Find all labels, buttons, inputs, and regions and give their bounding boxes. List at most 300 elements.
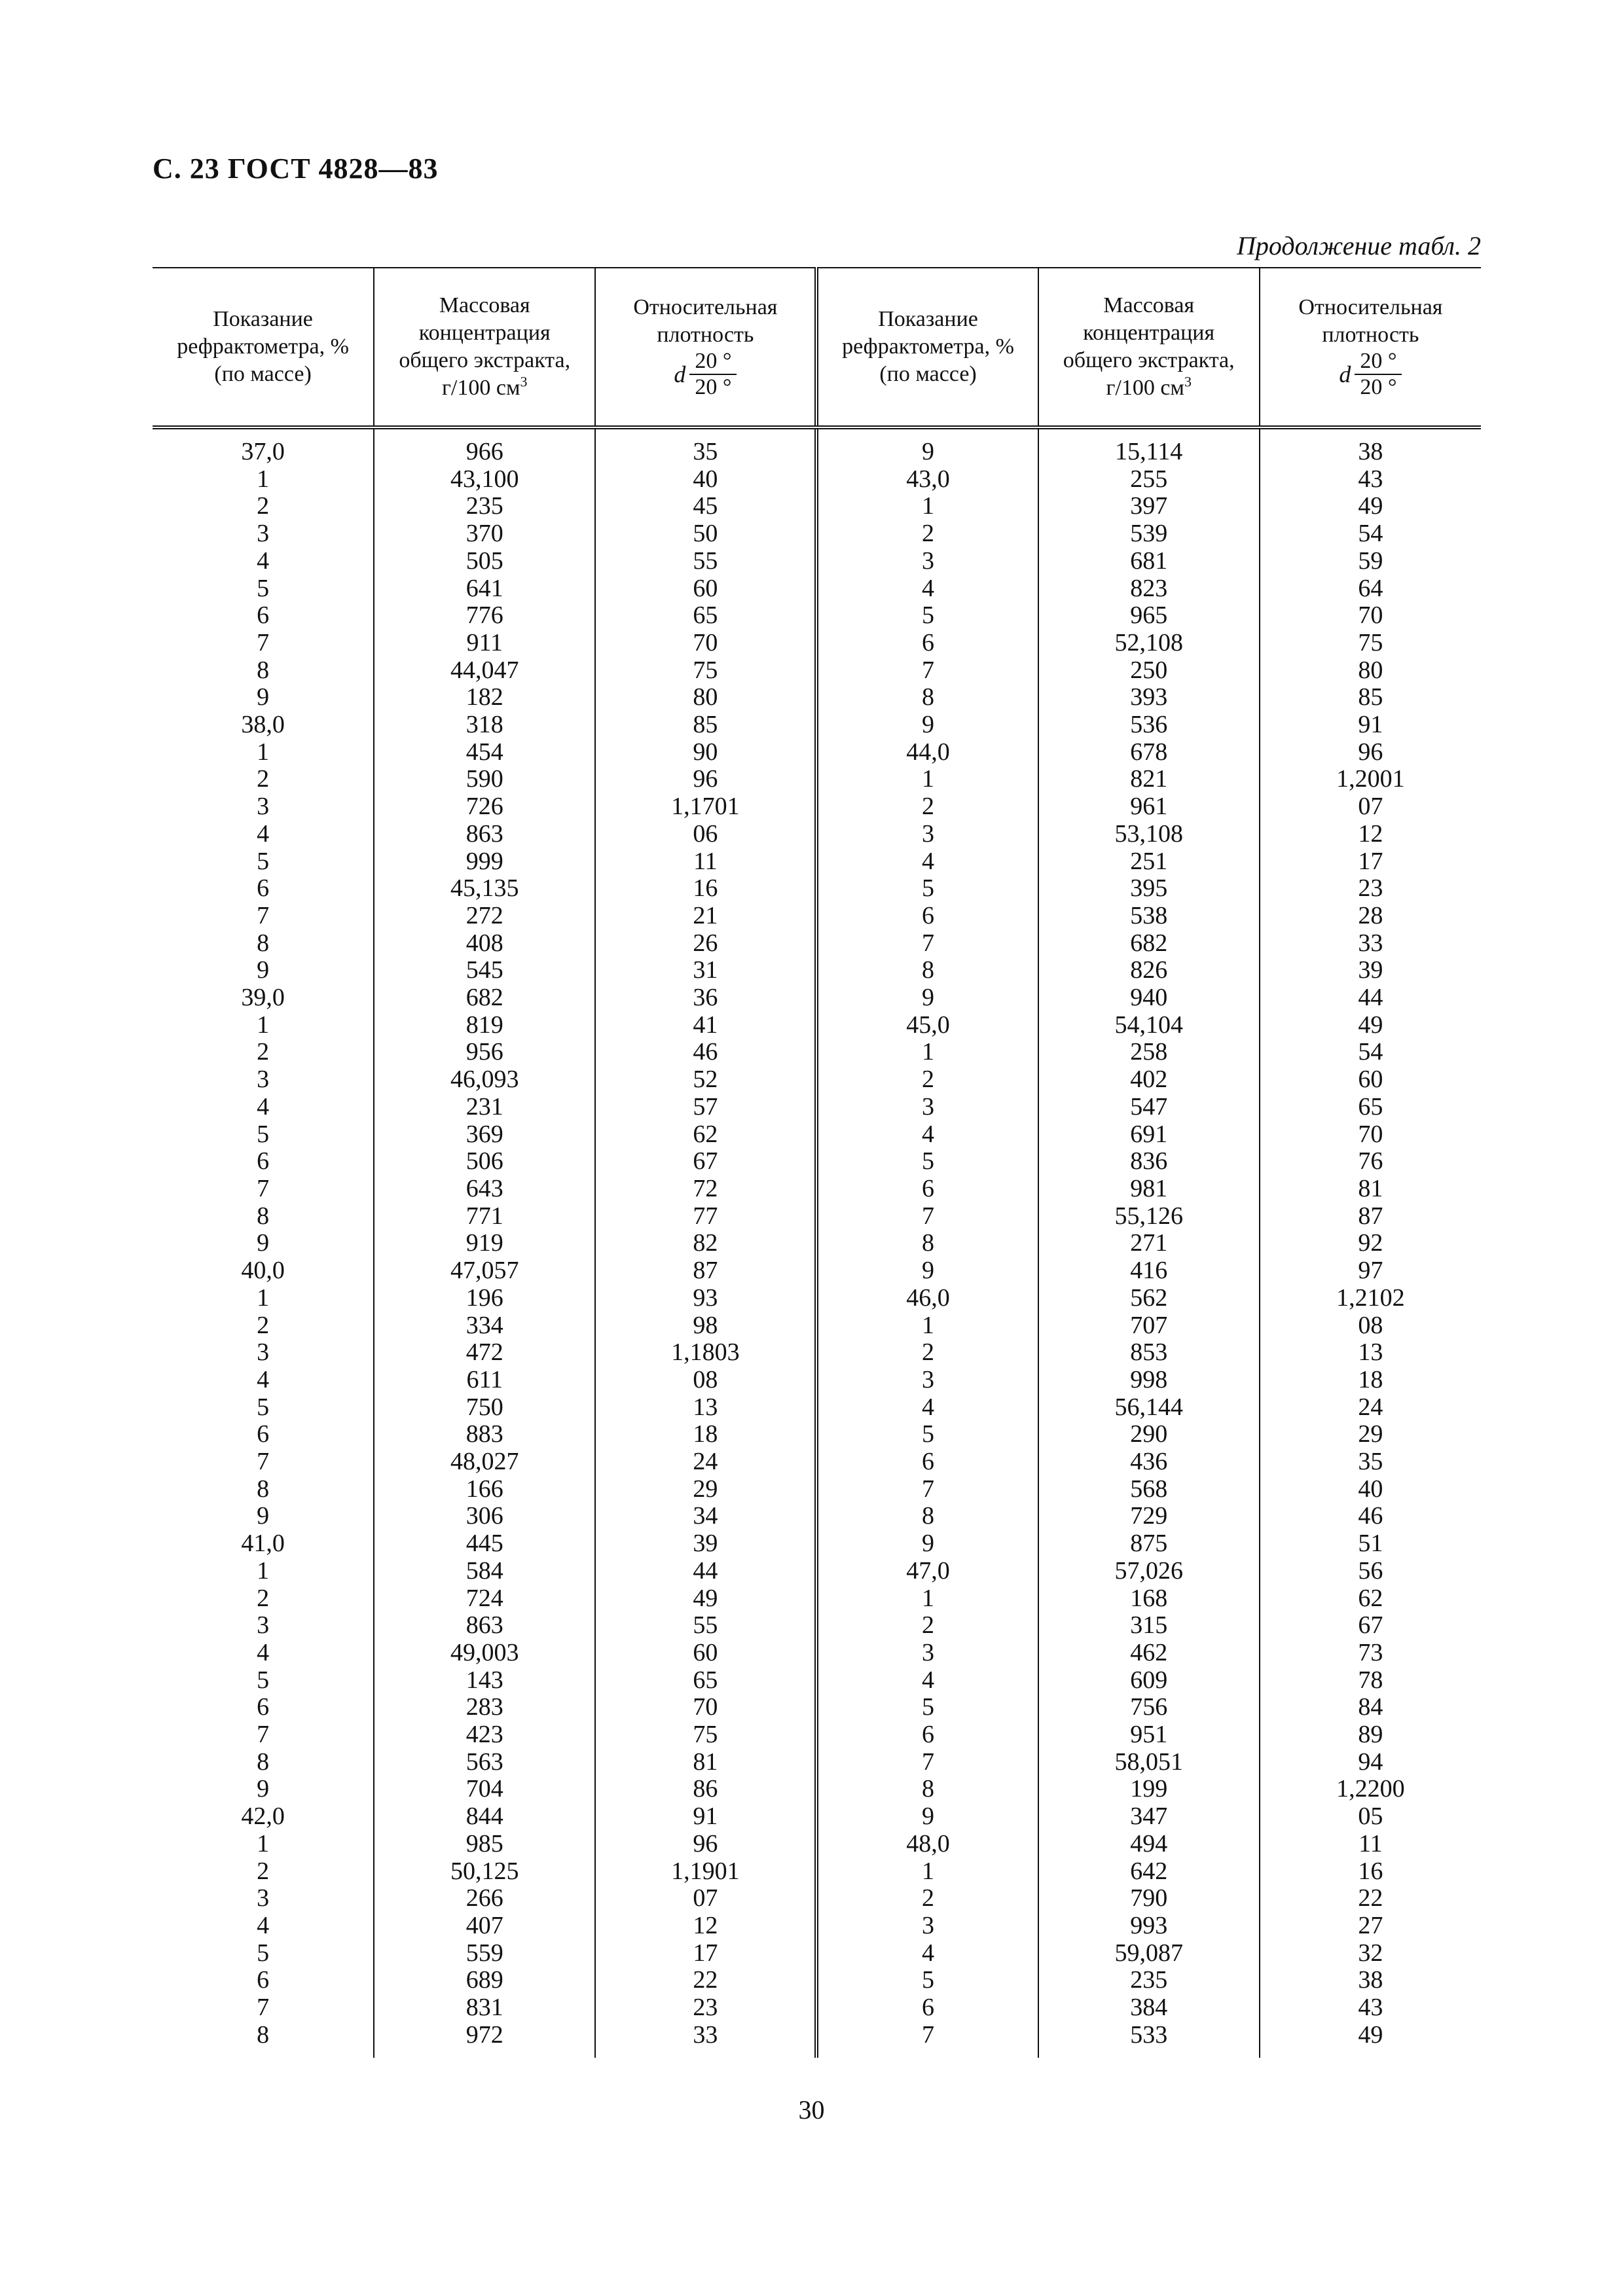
left-conc-cell: 704 bbox=[374, 1776, 595, 1803]
table-row bbox=[153, 1230, 1481, 1257]
left-dens-cell: 17 bbox=[595, 1940, 816, 1967]
left-dens-cell: 11 bbox=[595, 848, 816, 876]
left-conc-cell: 919 bbox=[374, 1230, 595, 1257]
left-conc-cell: 408 bbox=[374, 930, 595, 958]
header-line: общего экстракта, bbox=[1063, 348, 1235, 372]
right-refr-cell: 1 bbox=[816, 1585, 1038, 1613]
right-dens-cell: 49 bbox=[1260, 1012, 1481, 1039]
right-dens-cell: 75 bbox=[1260, 630, 1481, 657]
page-number: 30 bbox=[798, 2095, 825, 2125]
left-dens-cell: 26 bbox=[595, 930, 816, 958]
table-header-row bbox=[153, 268, 1481, 427]
left-conc-cell: 283 bbox=[374, 1694, 595, 1721]
left-refr-cell: 4 bbox=[257, 1911, 270, 1939]
right-conc-cell: 951 bbox=[1038, 1721, 1260, 1749]
left-conc-cell: 266 bbox=[374, 1885, 595, 1912]
right-dens-cell: 62 bbox=[1260, 1585, 1481, 1613]
left-refr-cell: 1 bbox=[257, 465, 270, 493]
table-row bbox=[153, 1066, 1481, 1094]
right-dens-cell: 38 bbox=[1260, 427, 1481, 466]
right-conc-cell: 255 bbox=[1038, 466, 1260, 493]
left-refr-cell: 2 bbox=[257, 1038, 270, 1066]
left-refr-cell: 6 bbox=[257, 874, 270, 903]
left-refr-cell: 3 bbox=[257, 1338, 270, 1367]
left-refr-cell: 2 bbox=[257, 1857, 270, 1885]
left-dens-cell: 60 bbox=[595, 575, 816, 603]
table-row bbox=[153, 1394, 1481, 1422]
left-refr-cell: 2 bbox=[257, 492, 270, 520]
right-conc-cell: 54,104 bbox=[1038, 1012, 1260, 1039]
left-refr-cell: 40,0 bbox=[241, 1257, 285, 1285]
left-conc-cell: 43,100 bbox=[374, 466, 595, 493]
right-dens-cell: 51 bbox=[1260, 1530, 1481, 1558]
right-conc-cell: 642 bbox=[1038, 1858, 1260, 1886]
right-dens-cell: 91 bbox=[1260, 711, 1481, 739]
right-conc-cell: 998 bbox=[1038, 1367, 1260, 1394]
table-row bbox=[153, 1694, 1481, 1721]
left-refr-cell: 39,0 bbox=[241, 984, 285, 1012]
right-dens-cell: 44 bbox=[1260, 984, 1481, 1012]
right-conc-cell: 547 bbox=[1038, 1094, 1260, 1121]
left-conc-cell: 44,047 bbox=[374, 657, 595, 685]
right-conc-cell: 251 bbox=[1038, 848, 1260, 876]
right-dens-cell: 1,2200 bbox=[1260, 1776, 1481, 1803]
left-refr-cell: 2 bbox=[257, 765, 270, 793]
right-dens-cell: 18 bbox=[1260, 1367, 1481, 1394]
left-refr-cell: 42,0 bbox=[241, 1803, 285, 1831]
left-dens-cell: 60 bbox=[595, 1640, 816, 1667]
right-refr-cell: 48,0 bbox=[816, 1831, 1038, 1858]
left-conc-cell: 584 bbox=[374, 1558, 595, 1585]
right-refr-cell: 6 bbox=[816, 1448, 1038, 1476]
right-dens-cell: 84 bbox=[1260, 1694, 1481, 1721]
right-refr-cell: 3 bbox=[816, 1640, 1038, 1667]
left-refr-cell: 8 bbox=[257, 929, 270, 957]
left-conc-cell: 966 bbox=[374, 427, 595, 466]
left-dens-cell: 12 bbox=[595, 1912, 816, 1940]
right-dens-cell: 56 bbox=[1260, 1558, 1481, 1585]
left-dens-cell: 80 bbox=[595, 684, 816, 711]
left-dens-cell: 33 bbox=[595, 2022, 816, 2058]
right-conc-cell: 538 bbox=[1038, 903, 1260, 930]
left-conc-cell: 682 bbox=[374, 984, 595, 1012]
left-conc-cell: 369 bbox=[374, 1121, 595, 1149]
header-line: Относительная bbox=[1298, 295, 1443, 319]
table-row bbox=[153, 630, 1481, 657]
right-conc-cell: 539 bbox=[1038, 520, 1260, 548]
right-dens-cell: 17 bbox=[1260, 848, 1481, 876]
left-conc-cell: 505 bbox=[374, 548, 595, 575]
left-refr-cell: 7 bbox=[257, 1994, 270, 2022]
header-concentration-left bbox=[374, 268, 595, 427]
left-refr-cell: 3 bbox=[257, 520, 270, 548]
right-dens-cell: 07 bbox=[1260, 793, 1481, 821]
right-conc-cell: 494 bbox=[1038, 1831, 1260, 1858]
left-conc-cell: 831 bbox=[374, 1994, 595, 2022]
right-conc-cell: 347 bbox=[1038, 1803, 1260, 1831]
left-refr-cell: 4 bbox=[257, 1365, 270, 1393]
left-conc-cell: 370 bbox=[374, 520, 595, 548]
left-refr-cell: 6 bbox=[257, 601, 270, 630]
page-header: С. 23 ГОСТ 4828—83 bbox=[153, 152, 439, 185]
table-row bbox=[153, 1175, 1481, 1203]
right-conc-cell: 993 bbox=[1038, 1912, 1260, 1940]
unit-superscript: 3 bbox=[520, 373, 528, 390]
right-conc-cell: 395 bbox=[1038, 875, 1260, 903]
left-dens-cell: 41 bbox=[595, 1012, 816, 1039]
right-refr-cell: 9 bbox=[816, 1530, 1038, 1558]
header-concentration-right bbox=[1038, 268, 1260, 427]
left-conc-cell: 611 bbox=[374, 1367, 595, 1394]
header-refractometer-right bbox=[816, 268, 1038, 427]
density-fraction bbox=[674, 349, 737, 400]
fraction-denominator: 20 ° bbox=[1360, 375, 1397, 399]
left-refr-cell: 9 bbox=[257, 1775, 270, 1803]
left-conc-cell: 559 bbox=[374, 1940, 595, 1967]
left-refr-cell: 6 bbox=[257, 1693, 270, 1721]
left-dens-cell: 72 bbox=[595, 1175, 816, 1203]
left-conc-cell: 166 bbox=[374, 1476, 595, 1503]
right-dens-cell: 08 bbox=[1260, 1312, 1481, 1340]
left-dens-cell: 29 bbox=[595, 1476, 816, 1503]
right-dens-cell: 64 bbox=[1260, 575, 1481, 603]
right-refr-cell: 2 bbox=[816, 1612, 1038, 1640]
left-refr-cell: 5 bbox=[257, 1120, 270, 1148]
right-refr-cell: 46,0 bbox=[816, 1285, 1038, 1312]
left-conc-cell: 863 bbox=[374, 1612, 595, 1640]
table-row bbox=[153, 493, 1481, 520]
left-dens-cell: 81 bbox=[595, 1749, 816, 1776]
left-conc-cell: 771 bbox=[374, 1203, 595, 1230]
table-row bbox=[153, 575, 1481, 603]
table-row bbox=[153, 1585, 1481, 1613]
refractometer-table bbox=[153, 267, 1481, 2058]
fraction-numerator: 20 ° bbox=[1355, 349, 1402, 375]
header-line: общего экстракта, bbox=[399, 348, 571, 372]
left-dens-cell: 52 bbox=[595, 1066, 816, 1094]
left-refr-cell: 2 bbox=[257, 1584, 270, 1612]
header-line: рефрактометра, % bbox=[177, 334, 349, 359]
right-refr-cell: 9 bbox=[816, 1257, 1038, 1285]
data-table bbox=[153, 267, 1481, 2058]
left-refr-cell: 4 bbox=[257, 1638, 270, 1666]
left-conc-cell: 50,125 bbox=[374, 1858, 595, 1886]
table-row bbox=[153, 1940, 1481, 1967]
right-conc-cell: 52,108 bbox=[1038, 630, 1260, 657]
left-refr-cell: 9 bbox=[257, 1229, 270, 1257]
left-conc-cell: 49,003 bbox=[374, 1640, 595, 1667]
left-conc-cell: 999 bbox=[374, 848, 595, 876]
unit-text: г/100 см bbox=[1106, 376, 1184, 400]
right-conc-cell: 58,051 bbox=[1038, 1749, 1260, 1776]
left-conc-cell: 334 bbox=[374, 1312, 595, 1340]
header-line: Относительная bbox=[633, 295, 778, 319]
right-refr-cell: 2 bbox=[816, 1066, 1038, 1094]
right-refr-cell: 47,0 bbox=[816, 1558, 1038, 1585]
header-line: (по массе) bbox=[214, 362, 312, 386]
left-conc-cell: 423 bbox=[374, 1721, 595, 1749]
left-dens-cell: 86 bbox=[595, 1776, 816, 1803]
left-conc-cell: 726 bbox=[374, 793, 595, 821]
left-dens-cell: 31 bbox=[595, 957, 816, 984]
right-dens-cell: 29 bbox=[1260, 1421, 1481, 1448]
header-refractometer-left bbox=[153, 268, 374, 427]
left-refr-cell: 5 bbox=[257, 847, 270, 875]
right-conc-cell: 57,026 bbox=[1038, 1558, 1260, 1585]
right-conc-cell: 436 bbox=[1038, 1448, 1260, 1476]
right-conc-cell: 682 bbox=[1038, 930, 1260, 958]
left-dens-cell: 39 bbox=[595, 1530, 816, 1558]
table-row bbox=[153, 1039, 1481, 1066]
unit-superscript: 3 bbox=[1184, 373, 1192, 390]
left-refr-cell: 8 bbox=[257, 656, 270, 684]
right-conc-cell: 235 bbox=[1038, 1967, 1260, 1994]
right-dens-cell: 85 bbox=[1260, 684, 1481, 711]
right-dens-cell: 81 bbox=[1260, 1175, 1481, 1203]
right-dens-cell: 27 bbox=[1260, 1912, 1481, 1940]
left-refr-cell: 8 bbox=[257, 1748, 270, 1776]
table-row bbox=[153, 766, 1481, 793]
left-refr-cell: 6 bbox=[257, 1420, 270, 1448]
right-dens-cell: 24 bbox=[1260, 1394, 1481, 1422]
right-refr-cell: 5 bbox=[816, 1421, 1038, 1448]
table-row bbox=[153, 520, 1481, 548]
right-conc-cell: 55,126 bbox=[1038, 1203, 1260, 1230]
left-refr-cell: 9 bbox=[257, 956, 270, 984]
left-conc-cell: 445 bbox=[374, 1530, 595, 1558]
right-conc-cell: 678 bbox=[1038, 739, 1260, 766]
left-conc-cell: 750 bbox=[374, 1394, 595, 1422]
right-dens-cell: 76 bbox=[1260, 1148, 1481, 1175]
table-row bbox=[153, 821, 1481, 848]
left-conc-cell: 643 bbox=[374, 1175, 595, 1203]
left-dens-cell: 1,1701 bbox=[595, 793, 816, 821]
right-dens-cell: 73 bbox=[1260, 1640, 1481, 1667]
header-line: рефрактометра, % bbox=[842, 334, 1014, 359]
table-row bbox=[153, 1339, 1481, 1367]
right-dens-cell: 49 bbox=[1260, 2022, 1481, 2058]
left-refr-cell: 5 bbox=[257, 574, 270, 602]
left-refr-cell: 1 bbox=[257, 738, 270, 766]
left-conc-cell: 231 bbox=[374, 1094, 595, 1121]
left-refr-cell: 4 bbox=[257, 819, 270, 848]
right-refr-cell: 1 bbox=[816, 1858, 1038, 1886]
left-conc-cell: 47,057 bbox=[374, 1257, 595, 1285]
right-refr-cell: 1 bbox=[816, 766, 1038, 793]
left-conc-cell: 454 bbox=[374, 739, 595, 766]
left-conc-cell: 724 bbox=[374, 1585, 595, 1613]
table-row bbox=[153, 903, 1481, 930]
right-refr-cell: 3 bbox=[816, 1912, 1038, 1940]
table-row bbox=[153, 1121, 1481, 1149]
left-conc-cell: 46,093 bbox=[374, 1066, 595, 1094]
left-dens-cell: 22 bbox=[595, 1967, 816, 1994]
table-row bbox=[153, 793, 1481, 821]
right-conc-cell: 836 bbox=[1038, 1148, 1260, 1175]
left-dens-cell: 62 bbox=[595, 1121, 816, 1149]
header-line bbox=[378, 374, 591, 402]
left-conc-cell: 883 bbox=[374, 1421, 595, 1448]
left-conc-cell: 545 bbox=[374, 957, 595, 984]
right-refr-cell: 4 bbox=[816, 1667, 1038, 1695]
right-refr-cell: 3 bbox=[816, 548, 1038, 575]
right-refr-cell: 2 bbox=[816, 1339, 1038, 1367]
left-conc-cell: 689 bbox=[374, 1967, 595, 1994]
right-conc-cell: 271 bbox=[1038, 1230, 1260, 1257]
left-refr-cell: 41,0 bbox=[241, 1530, 285, 1558]
right-refr-cell: 5 bbox=[816, 875, 1038, 903]
right-dens-cell: 67 bbox=[1260, 1612, 1481, 1640]
right-dens-cell: 87 bbox=[1260, 1203, 1481, 1230]
left-dens-cell: 16 bbox=[595, 875, 816, 903]
left-conc-cell: 641 bbox=[374, 575, 595, 603]
right-dens-cell: 94 bbox=[1260, 1749, 1481, 1776]
right-dens-cell: 96 bbox=[1260, 739, 1481, 766]
left-refr-cell: 5 bbox=[257, 1393, 270, 1421]
right-conc-cell: 821 bbox=[1038, 766, 1260, 793]
left-dens-cell: 70 bbox=[595, 1694, 816, 1721]
header-line: Массовая bbox=[439, 293, 530, 317]
right-conc-cell: 826 bbox=[1038, 957, 1260, 984]
left-refr-cell: 7 bbox=[257, 1448, 270, 1476]
right-refr-cell: 8 bbox=[816, 957, 1038, 984]
header-density-right bbox=[1260, 268, 1481, 427]
right-refr-cell: 6 bbox=[816, 1994, 1038, 2022]
table-row bbox=[153, 1858, 1481, 1886]
right-conc-cell: 790 bbox=[1038, 1885, 1260, 1912]
table-row bbox=[153, 1203, 1481, 1230]
left-conc-cell: 196 bbox=[374, 1285, 595, 1312]
right-refr-cell: 2 bbox=[816, 793, 1038, 821]
left-dens-cell: 18 bbox=[595, 1421, 816, 1448]
table-row bbox=[153, 1448, 1481, 1476]
right-dens-cell: 28 bbox=[1260, 903, 1481, 930]
table-row bbox=[153, 1257, 1481, 1285]
left-dens-cell: 67 bbox=[595, 1148, 816, 1175]
right-refr-cell: 8 bbox=[816, 1776, 1038, 1803]
right-refr-cell: 44,0 bbox=[816, 739, 1038, 766]
right-conc-cell: 258 bbox=[1038, 1039, 1260, 1066]
density-symbol: d bbox=[1339, 361, 1351, 387]
left-dens-cell: 75 bbox=[595, 657, 816, 685]
right-refr-cell: 5 bbox=[816, 1148, 1038, 1175]
right-conc-cell: 961 bbox=[1038, 793, 1260, 821]
right-refr-cell: 4 bbox=[816, 1940, 1038, 1967]
right-refr-cell: 7 bbox=[816, 1749, 1038, 1776]
left-dens-cell: 65 bbox=[595, 602, 816, 630]
right-dens-cell: 59 bbox=[1260, 548, 1481, 575]
left-refr-cell: 7 bbox=[257, 1174, 270, 1202]
right-refr-cell: 7 bbox=[816, 1203, 1038, 1230]
right-refr-cell: 43,0 bbox=[816, 466, 1038, 493]
table-row bbox=[153, 602, 1481, 630]
right-conc-cell: 199 bbox=[1038, 1776, 1260, 1803]
left-dens-cell: 35 bbox=[595, 427, 816, 466]
table-row bbox=[153, 1312, 1481, 1340]
right-dens-cell: 22 bbox=[1260, 1885, 1481, 1912]
right-refr-cell: 2 bbox=[816, 1885, 1038, 1912]
left-dens-cell: 49 bbox=[595, 1585, 816, 1613]
table-row bbox=[153, 875, 1481, 903]
left-refr-cell: 6 bbox=[257, 1966, 270, 1994]
unit-text: г/100 см bbox=[441, 376, 520, 400]
right-dens-cell: 1,2102 bbox=[1260, 1285, 1481, 1312]
right-dens-cell: 35 bbox=[1260, 1448, 1481, 1476]
left-dens-cell: 1,1901 bbox=[595, 1858, 816, 1886]
left-refr-cell: 1 bbox=[257, 1829, 270, 1857]
right-conc-cell: 384 bbox=[1038, 1994, 1260, 2022]
left-dens-cell: 85 bbox=[595, 711, 816, 739]
right-refr-cell: 5 bbox=[816, 602, 1038, 630]
header-line: концентрация bbox=[1083, 321, 1215, 345]
left-dens-cell: 82 bbox=[595, 1230, 816, 1257]
right-refr-cell: 7 bbox=[816, 1476, 1038, 1503]
table-row bbox=[153, 2022, 1481, 2058]
right-dens-cell: 12 bbox=[1260, 821, 1481, 848]
left-conc-cell: 985 bbox=[374, 1831, 595, 1858]
left-dens-cell: 98 bbox=[595, 1312, 816, 1340]
right-refr-cell: 2 bbox=[816, 520, 1038, 548]
right-conc-cell: 416 bbox=[1038, 1257, 1260, 1285]
right-conc-cell: 875 bbox=[1038, 1530, 1260, 1558]
right-dens-cell: 54 bbox=[1260, 520, 1481, 548]
left-dens-cell: 55 bbox=[595, 1612, 816, 1640]
table-row bbox=[153, 711, 1481, 739]
left-refr-cell: 8 bbox=[257, 2020, 270, 2049]
left-dens-cell: 77 bbox=[595, 1203, 816, 1230]
right-dens-cell: 38 bbox=[1260, 1967, 1481, 1994]
right-dens-cell: 43 bbox=[1260, 466, 1481, 493]
right-refr-cell: 5 bbox=[816, 1694, 1038, 1721]
right-refr-cell: 9 bbox=[816, 427, 1038, 466]
right-dens-cell: 80 bbox=[1260, 657, 1481, 685]
left-dens-cell: 46 bbox=[595, 1039, 816, 1066]
right-dens-cell: 70 bbox=[1260, 602, 1481, 630]
right-conc-cell: 290 bbox=[1038, 1421, 1260, 1448]
left-dens-cell: 36 bbox=[595, 984, 816, 1012]
right-refr-cell: 9 bbox=[816, 984, 1038, 1012]
table-row bbox=[153, 1558, 1481, 1585]
right-conc-cell: 853 bbox=[1038, 1339, 1260, 1367]
right-refr-cell: 8 bbox=[816, 1230, 1038, 1257]
left-conc-cell: 407 bbox=[374, 1912, 595, 1940]
left-conc-cell: 819 bbox=[374, 1012, 595, 1039]
table-row bbox=[153, 1640, 1481, 1667]
right-conc-cell: 402 bbox=[1038, 1066, 1260, 1094]
left-refr-cell: 2 bbox=[257, 1311, 270, 1339]
left-refr-cell: 6 bbox=[257, 1147, 270, 1175]
right-dens-cell: 23 bbox=[1260, 875, 1481, 903]
table-row bbox=[153, 957, 1481, 984]
right-dens-cell: 97 bbox=[1260, 1257, 1481, 1285]
right-dens-cell: 54 bbox=[1260, 1039, 1481, 1066]
left-conc-cell: 563 bbox=[374, 1749, 595, 1776]
left-dens-cell: 93 bbox=[595, 1285, 816, 1312]
left-dens-cell: 07 bbox=[595, 1885, 816, 1912]
left-dens-cell: 13 bbox=[595, 1394, 816, 1422]
right-refr-cell: 3 bbox=[816, 821, 1038, 848]
left-conc-cell: 182 bbox=[374, 684, 595, 711]
left-conc-cell: 235 bbox=[374, 493, 595, 520]
right-refr-cell: 1 bbox=[816, 493, 1038, 520]
left-refr-cell: 9 bbox=[257, 683, 270, 711]
table-row bbox=[153, 739, 1481, 766]
left-dens-cell: 96 bbox=[595, 1831, 816, 1858]
right-refr-cell: 4 bbox=[816, 848, 1038, 876]
table-row bbox=[153, 466, 1481, 493]
table-row bbox=[153, 1967, 1481, 1994]
table-row bbox=[153, 1094, 1481, 1121]
